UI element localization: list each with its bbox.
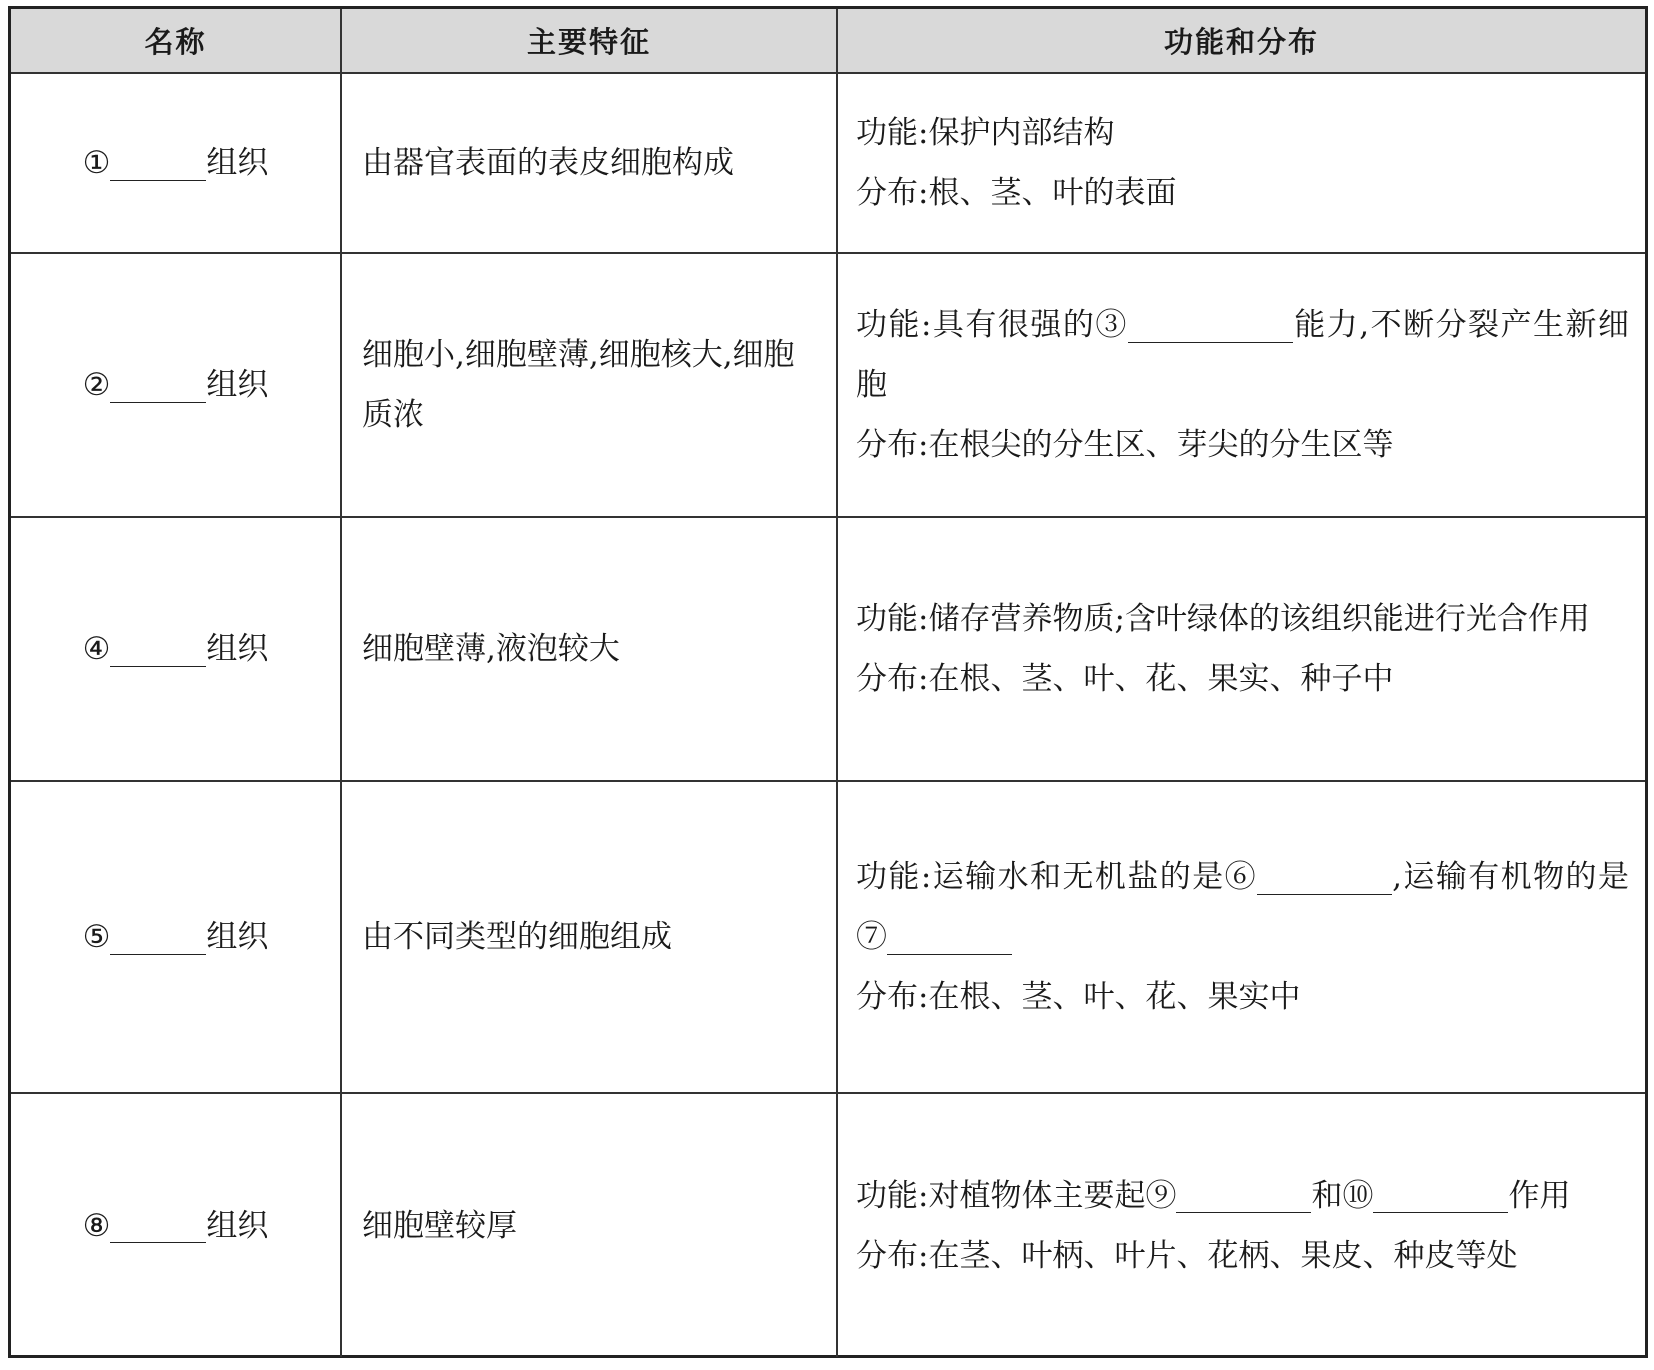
header-feature: 主要特征: [341, 9, 837, 73]
fill-blank[interactable]: [110, 633, 206, 667]
function-text: 功能:储存营养物质;含叶绿体的该组织能进行光合作用: [856, 601, 1590, 637]
function-text: [856, 1166, 1629, 1226]
function-text: [856, 847, 1629, 967]
blank-number: ③: [1095, 307, 1128, 343]
function-suffix: 能力,不断分裂产生新细胞: [856, 307, 1629, 403]
table-row: [11, 1093, 1645, 1357]
blank-number: ⑦: [856, 919, 887, 955]
feature-cell: 细胞壁较厚: [341, 1093, 837, 1357]
feature-cell: 由器官表面的表皮细胞构成: [341, 73, 837, 253]
name-cell: [11, 1093, 341, 1357]
fill-blank[interactable]: [1128, 309, 1293, 343]
name-cell: [11, 73, 341, 253]
fill-blank[interactable]: [887, 921, 1012, 955]
name-cell: [11, 253, 341, 517]
function-cell: [837, 781, 1645, 1093]
fill-blank[interactable]: [110, 369, 206, 403]
distribution-text: 分布:根、茎、叶的表面: [856, 175, 1177, 211]
fill-blank[interactable]: [110, 147, 206, 181]
blank-number: ①: [82, 145, 111, 181]
fill-blank[interactable]: [110, 1210, 206, 1244]
name-suffix: 组织: [206, 631, 269, 667]
function-prefix: 功能:对植物体主要起: [856, 1177, 1146, 1214]
table-row: [11, 73, 1645, 253]
header-function: 功能和分布: [837, 9, 1645, 73]
table-row: [11, 253, 1645, 517]
function-cell: [837, 73, 1645, 253]
fill-blank[interactable]: [1373, 1180, 1508, 1214]
fill-blank[interactable]: [1257, 861, 1392, 895]
function-middle: 和: [1311, 1177, 1343, 1214]
header-name: 名称: [11, 9, 341, 73]
name-cell: [11, 517, 341, 781]
distribution-text: 分布:在根、茎、叶、花、果实中: [856, 979, 1301, 1015]
function-prefix: 功能:具有很强的: [856, 307, 1096, 343]
function-prefix: 功能:运输水和无机盐的是: [856, 859, 1225, 895]
function-middle: ,运输有机物的是: [1392, 859, 1629, 895]
blank-number: ⑥: [1224, 859, 1258, 895]
feature-cell: 由不同类型的细胞组成: [341, 781, 837, 1093]
function-text: 功能:保护内部结构: [856, 115, 1115, 151]
function-suffix: 作用: [1508, 1177, 1571, 1214]
fill-blank[interactable]: [1176, 1180, 1311, 1214]
plant-tissue-table: [11, 9, 1645, 1357]
name-suffix: 组织: [206, 145, 269, 181]
function-cell: [837, 1093, 1645, 1357]
header-row: [11, 9, 1645, 73]
distribution-text: 分布:在茎、叶柄、叶片、花柄、果皮、种皮等处: [856, 1237, 1518, 1274]
blank-number: ②: [82, 367, 111, 403]
blank-number: ⑩: [1342, 1177, 1374, 1214]
blank-number: ⑧: [82, 1207, 111, 1244]
name-suffix: 组织: [206, 367, 269, 403]
name-suffix: 组织: [206, 1207, 269, 1244]
name-cell: [11, 781, 341, 1093]
feature-cell: 细胞壁薄,液泡较大: [341, 517, 837, 781]
table-row: [11, 781, 1645, 1093]
fill-blank[interactable]: [110, 921, 206, 955]
name-suffix: 组织: [206, 919, 269, 955]
distribution-text: 分布:在根尖的分生区、芽尖的分生区等: [856, 427, 1394, 463]
blank-number: ④: [82, 631, 111, 667]
function-cell: [837, 517, 1645, 781]
function-cell: [837, 253, 1645, 517]
function-text: [856, 295, 1629, 415]
blank-number: ⑤: [82, 919, 111, 955]
distribution-text: 分布:在根、茎、叶、花、果实、种子中: [856, 661, 1394, 697]
blank-number: ⑨: [1145, 1177, 1177, 1214]
table-row: [11, 517, 1645, 781]
tissue-table-frame: [8, 6, 1648, 1358]
feature-cell: 细胞小,细胞壁薄,细胞核大,细胞质浓: [341, 253, 837, 517]
